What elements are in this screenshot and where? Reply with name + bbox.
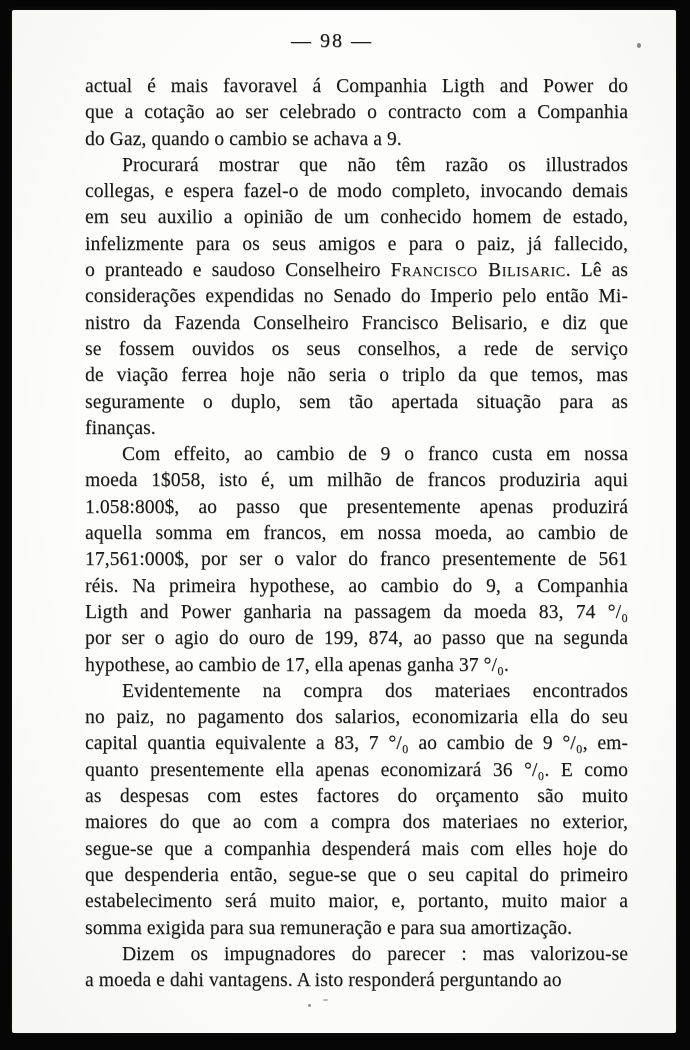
text-line: moeda 1$058, isto é, um milhão de francos produziria aqui — [85, 470, 628, 492]
text-line: nistro da Fazenda Conselheiro Francisco Belisario, e diz que — [85, 312, 628, 334]
text-body — [85, 74, 628, 994]
text-line: as despesas com estes factores do orçamento são muito — [85, 786, 628, 808]
text-line: no paiz, no pagamento dos salarios, economizaria ella do seu — [85, 707, 628, 729]
paragraph — [85, 74, 628, 153]
text-line: Ligth and Power ganharia na passagem da moeda 83, 74 °/₀ — [85, 601, 628, 623]
paragraph — [85, 679, 628, 942]
text-line: 17,561:000$, por ser o valor do franco presentemente de 561 — [85, 549, 628, 571]
text-line: se fossem ouvidos os seus conselhos, a rede de serviço — [85, 338, 628, 360]
paragraph — [85, 942, 628, 995]
text-line: hypothese, ao cambio de 17, ella apenas ganha 37 °/₀. — [85, 654, 509, 676]
text-line: Dizem os impugnadores do parecer : mas valorizou-se — [122, 943, 628, 965]
text-line — [85, 258, 628, 284]
text-line: collegas, e espera fazel-o de modo completo, invocando demais — [85, 181, 628, 203]
text-line: a moeda e dahi vantagens. A isto responderá perguntando ao — [85, 970, 562, 992]
text-line: Evidentemente na compra dos materiaes encontrados — [122, 680, 628, 702]
text-line: em seu auxilio a opinião de um conhecido homem de estado, — [85, 207, 628, 229]
text-segment: . Lê as — [565, 260, 628, 282]
text-line: maiores do que ao com a compra dos materiaes no exterior, — [85, 812, 628, 834]
text-line: considerações expendidas no Senado do Imperio pelo então Mi- — [85, 286, 628, 308]
paragraph — [85, 153, 628, 442]
scan-speck — [637, 43, 641, 48]
paragraph — [85, 442, 628, 679]
scan-speck — [308, 1004, 311, 1007]
text-line: que despenderia então, segue-se que o seu capital do primeiro — [85, 864, 628, 886]
text-line: quanto presentemente ella apenas economizará 36 °/₀. E como — [85, 759, 628, 781]
text-line: finanças. — [85, 417, 156, 439]
text-line: Com effeito, ao cambio de 9 o franco custa em nossa — [122, 444, 628, 466]
scanned-page — [12, 10, 676, 1033]
text-line: réis. Na primeira hypothese, ao cambio do 9, a Companhia — [85, 575, 628, 597]
scan-speck — [323, 999, 328, 1001]
text-line: somma exigida para sua remuneração e para sua amortização. — [85, 917, 573, 939]
text-line: segue-se que a companhia despenderá mais com elles hoje do — [85, 838, 628, 860]
text-line: capital quantia equivalente a 83, 7 °/₀ ao cambio de 9 °/₀, em- — [85, 733, 628, 755]
text-line: por ser o agio do ouro de 199, 874, ao passo que na segunda — [85, 628, 628, 650]
text-line: que a cotação ao ser celebrado o contracto com a Companhia — [85, 102, 628, 124]
text-line: estabelecimento será muito maior, e, portanto, muito maior a — [85, 891, 628, 913]
smallcaps-name: Francisco Bilisaric — [390, 260, 566, 282]
text-line: de viação ferrea hoje não seria o triplo da que temos, mas — [85, 365, 628, 387]
text-line: do Gaz, quando o cambio se achava a 9. — [85, 128, 402, 150]
text-segment: o pranteado e saudoso Conselheiro — [85, 260, 391, 282]
text-line: Procurará mostrar que não têm razão os illustrados — [122, 154, 628, 176]
text-line: seguramente o duplo, sem tão apertada situação para as — [85, 391, 628, 413]
text-line: infelizmente para os seus amigos e para o paiz, já fallecido, — [85, 233, 628, 255]
text-line: aquella somma em francos, em nossa moeda, ao cambio de — [85, 523, 628, 545]
text-line: 1.058:800$, ao passo que presentemente apenas produzirá — [85, 496, 628, 518]
text-line: actual é mais favoravel á Companhia Ligth and Power do — [85, 76, 628, 97]
page-number: — 98 — — [291, 30, 373, 52]
